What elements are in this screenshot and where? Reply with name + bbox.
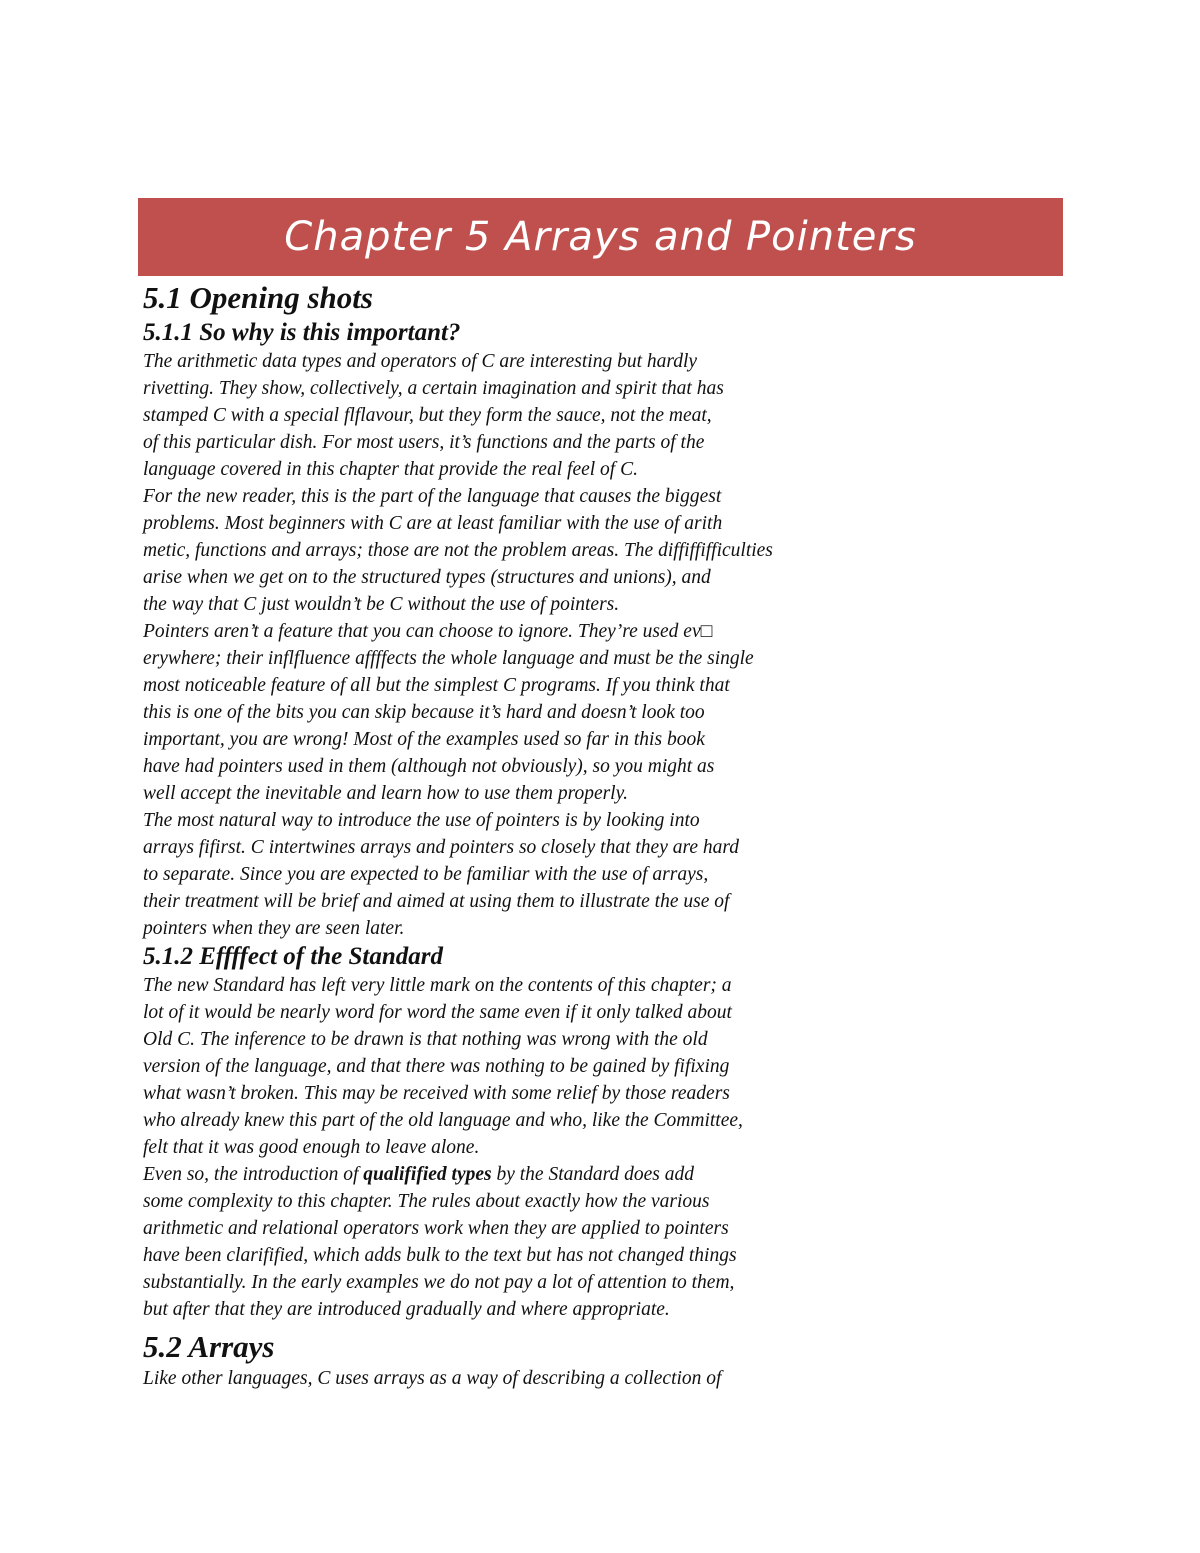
- text-line: but after that they are introduced gradually and where appropriate.: [143, 1299, 670, 1320]
- text-line: have been clarifified, which adds bulk to the text but has not changed things: [143, 1245, 737, 1266]
- text-line: most noticeable feature of all but the simplest C programs. If you think that: [143, 675, 730, 696]
- text-line: some complexity to this chapter. The rules about exactly how the various: [143, 1191, 710, 1212]
- text-line: what wasn’t broken. This may be received with some relief by those readers: [143, 1083, 730, 1104]
- text-line: version of the language, and that there was nothing to be gained by fifixing: [143, 1056, 730, 1077]
- paragraph-block-5-2: [143, 1365, 923, 1392]
- text-line: important, you are wrong! Most of the examples used so far in this book: [143, 729, 705, 750]
- text-line: Old C. The inference to be drawn is that nothing was wrong with the old: [143, 1029, 708, 1050]
- text-span: Even so, the introduction of: [143, 1164, 364, 1185]
- text-line: Pointers aren’t a feature that you can choose to ignore. They’re used ev□: [143, 621, 713, 642]
- text-line: rivetting. They show, collectively, a certain imagination and spirit that has: [143, 378, 724, 399]
- text-span: by the Standard does add: [491, 1164, 694, 1185]
- text-line: language covered in this chapter that provide the real feel of C.: [143, 459, 638, 480]
- subsection-heading-5-1-2: 5.1.2 Effffect of the Standard: [143, 943, 444, 970]
- text-line-qualified-types: [143, 1161, 923, 1188]
- text-line: pointers when they are seen later.: [143, 918, 405, 939]
- chapter-banner: [138, 198, 1063, 276]
- section-heading-5-1: 5.1 Opening shots: [143, 280, 373, 315]
- text-line: problems. Most beginners with C are at least familiar with the use of arith: [143, 513, 723, 534]
- text-line: felt that it was good enough to leave alone.: [143, 1137, 480, 1158]
- paragraph-block-5-1-2: [143, 972, 923, 1323]
- text-line: The arithmetic data types and operators of C are interesting but hardly: [143, 351, 698, 372]
- text-line: their treatment will be brief and aimed at using them to illustrate the use of: [143, 891, 730, 912]
- text-line: this is one of the bits you can skip because it’s hard and doesn’t look too: [143, 702, 705, 723]
- text-line: arithmetic and relational operators work when they are applied to pointers: [143, 1218, 729, 1239]
- bold-term-qualified-types: qualifified types: [363, 1164, 492, 1185]
- chapter-title: Chapter 5 Arrays and Pointers: [284, 214, 917, 260]
- text-line: well accept the inevitable and learn how to use them properly.: [143, 783, 629, 804]
- text-line: lot of it would be nearly word for word the same even if it only talked about: [143, 1002, 732, 1023]
- text-line: have had pointers used in them (although not obviously), so you might as: [143, 756, 715, 777]
- text-line: the way that C just wouldn’t be C without the use of pointers.: [143, 594, 620, 615]
- text-line: arrays fifirst. C intertwines arrays and pointers so closely that they are hard: [143, 837, 739, 858]
- subsection-heading-5-1-1: 5.1.1 So why is this important?: [143, 319, 461, 346]
- text-line: arise when we get on to the structured types (structures and unions), and: [143, 567, 711, 588]
- text-line: substantially. In the early examples we do not pay a lot of attention to them,: [143, 1272, 735, 1293]
- text-line: Like other languages, C uses arrays as a way of describing a collection of: [143, 1368, 722, 1389]
- text-line: to separate. Since you are expected to be familiar with the use of arrays,: [143, 864, 709, 885]
- page-content: [143, 280, 923, 1392]
- paragraph-block-5-1-1: [143, 348, 923, 942]
- text-line: stamped C with a special flflavour, but they form the sauce, not the meat,: [143, 405, 712, 426]
- text-line: erywhere; their inflfluence affffects the whole language and must be the single: [143, 648, 754, 669]
- text-line: For the new reader, this is the part of the language that causes the biggest: [143, 486, 722, 507]
- text-line: metic, functions and arrays; those are not the problem areas. The diffiffifficulties: [143, 540, 773, 561]
- text-line: The most natural way to introduce the use of pointers is by looking into: [143, 810, 700, 831]
- text-line: The new Standard has left very little mark on the contents of this chapter; a: [143, 975, 732, 996]
- section-heading-5-2: 5.2 Arrays: [143, 1329, 275, 1364]
- text-line: of this particular dish. For most users, it’s functions and the parts of the: [143, 432, 705, 453]
- text-line: who already knew this part of the old language and who, like the Committee,: [143, 1110, 743, 1131]
